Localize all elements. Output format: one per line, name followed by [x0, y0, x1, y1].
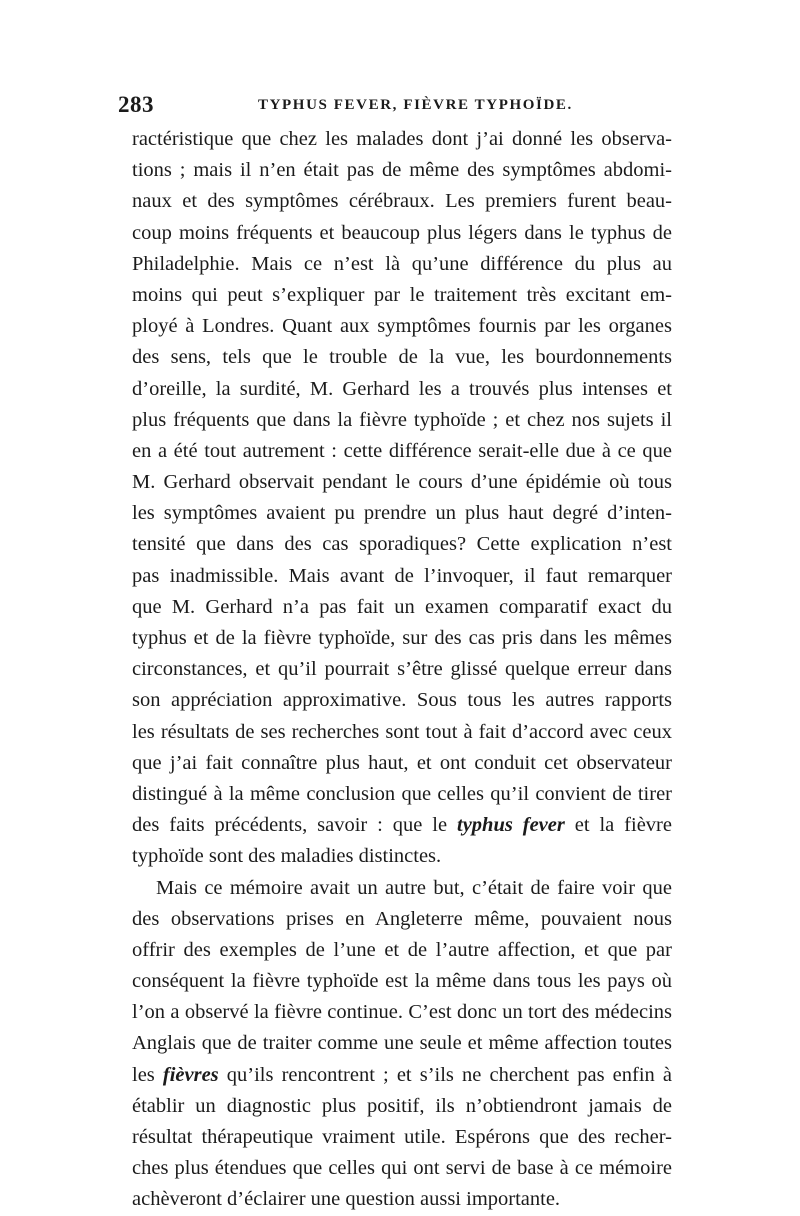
paragraph-end-line: achèveront d’éclairer une question aussi importante.: [132, 1188, 561, 1211]
text-segment: et la fièvre: [564, 814, 672, 837]
text-line: résultat thérapeutique vraiment utile. Espérons que des recher-: [132, 1126, 672, 1148]
text-line: en a été tout autrement : cette différence serait-elle due à ce que: [132, 439, 672, 462]
text-segment: des faits précédents, savoir : que le: [132, 814, 457, 837]
text-line: pas inadmissible. Mais avant de l’invoquer, il faut remarquer: [132, 564, 672, 587]
text-line: [132, 1060, 672, 1091]
text-line: M. Gerhard observait pendant le cours d’une épidémie où tous: [132, 471, 672, 494]
text-line: établir un diagnostic plus positif, ils n’obtiendront jamais de: [132, 1094, 672, 1117]
text-segment: qu’ils rencontrent ; et s’ils ne cherchent pas enfin à: [218, 1063, 673, 1086]
text-line: moins qui peut s’expliquer par le traitement très excitant em-: [132, 283, 672, 306]
text-line: naux et des symptômes cérébraux. Les premiers furent beau-: [132, 190, 672, 213]
text-line: l’on a observé la fièvre continue. C’est donc un tort des médecins: [132, 1001, 672, 1024]
text-line: Anglais que de traiter comme une seule et même affection toutes: [132, 1032, 672, 1055]
text-line: ployé à Londres. Quant aux symptômes fournis par les organes: [132, 315, 672, 338]
paragraph-start-line: Mais ce mémoire avait un autre but, c’était de faire voir que: [156, 876, 672, 899]
text-line: ractéristique que chez les malades dont j’ai donné les observa-: [132, 128, 672, 150]
text-line: des sens, tels que le trouble de la vue, les bourdonnements: [132, 346, 672, 369]
italic-term: typhus fever: [457, 814, 565, 837]
text-line: les résultats de ses recherches sont tout à fait d’accord avec ceux: [132, 720, 672, 743]
text-line: ches plus étendues que celles qui ont servi de base à ce mémoire: [132, 1157, 672, 1180]
text-line: que j’ai fait connaître plus haut, et ont conduit cet observateur: [132, 751, 672, 774]
text-line: d’oreille, la surdité, M. Gerhard les a trouvés plus intenses et: [132, 377, 672, 400]
paragraph-end-line: typhoïde sont des maladies distinctes.: [132, 845, 442, 868]
text-line: Philadelphie. Mais ce n’est là qu’une différence du plus au: [132, 252, 672, 275]
text-line: tensité que dans des cas sporadiques? Cette explication n’est: [132, 533, 672, 556]
text-line: [132, 810, 672, 841]
page-number: 283: [118, 92, 154, 117]
text-line: offrir des exemples de l’une et de l’autre affection, et que par: [132, 938, 672, 961]
text-line: que M. Gerhard n’a pas fait un examen comparatif exact du: [132, 595, 672, 618]
text-line: coup moins fréquents et beaucoup plus légers dans le typhus de: [132, 221, 672, 244]
text-line: plus fréquents que dans la fièvre typhoïde ; et chez nos sujets il: [132, 408, 672, 431]
text-line: distingué à la même conclusion que celles qu’il convient de tirer: [132, 782, 672, 805]
text-line: tions ; mais il n’en était pas de même des symptômes abdomi-: [132, 159, 672, 182]
body-text: [132, 124, 672, 1216]
text-line: typhus et de la fièvre typhoïde, sur des cas pris dans les mêmes: [132, 627, 672, 649]
text-line: les symptômes avaient pu prendre un plus haut degré d’inten-: [132, 502, 672, 525]
text-line: circonstances, et qu’il pourrait s’être glissé quelque erreur dans: [132, 658, 672, 681]
text-segment: les: [132, 1063, 163, 1086]
page-header: [118, 92, 678, 122]
text-line: des observations prises en Angleterre même, pouvaient nous: [132, 907, 672, 930]
text-line: conséquent la fièvre typhoïde est la même dans tous les pays où: [132, 970, 672, 993]
running-head: TYPHUS FEVER, FIÈVRE TYPHOÏDE.: [258, 97, 573, 113]
italic-term: fièvres: [162, 1063, 219, 1086]
text-line: son appréciation approximative. Sous tous les autres rapports: [132, 689, 672, 712]
